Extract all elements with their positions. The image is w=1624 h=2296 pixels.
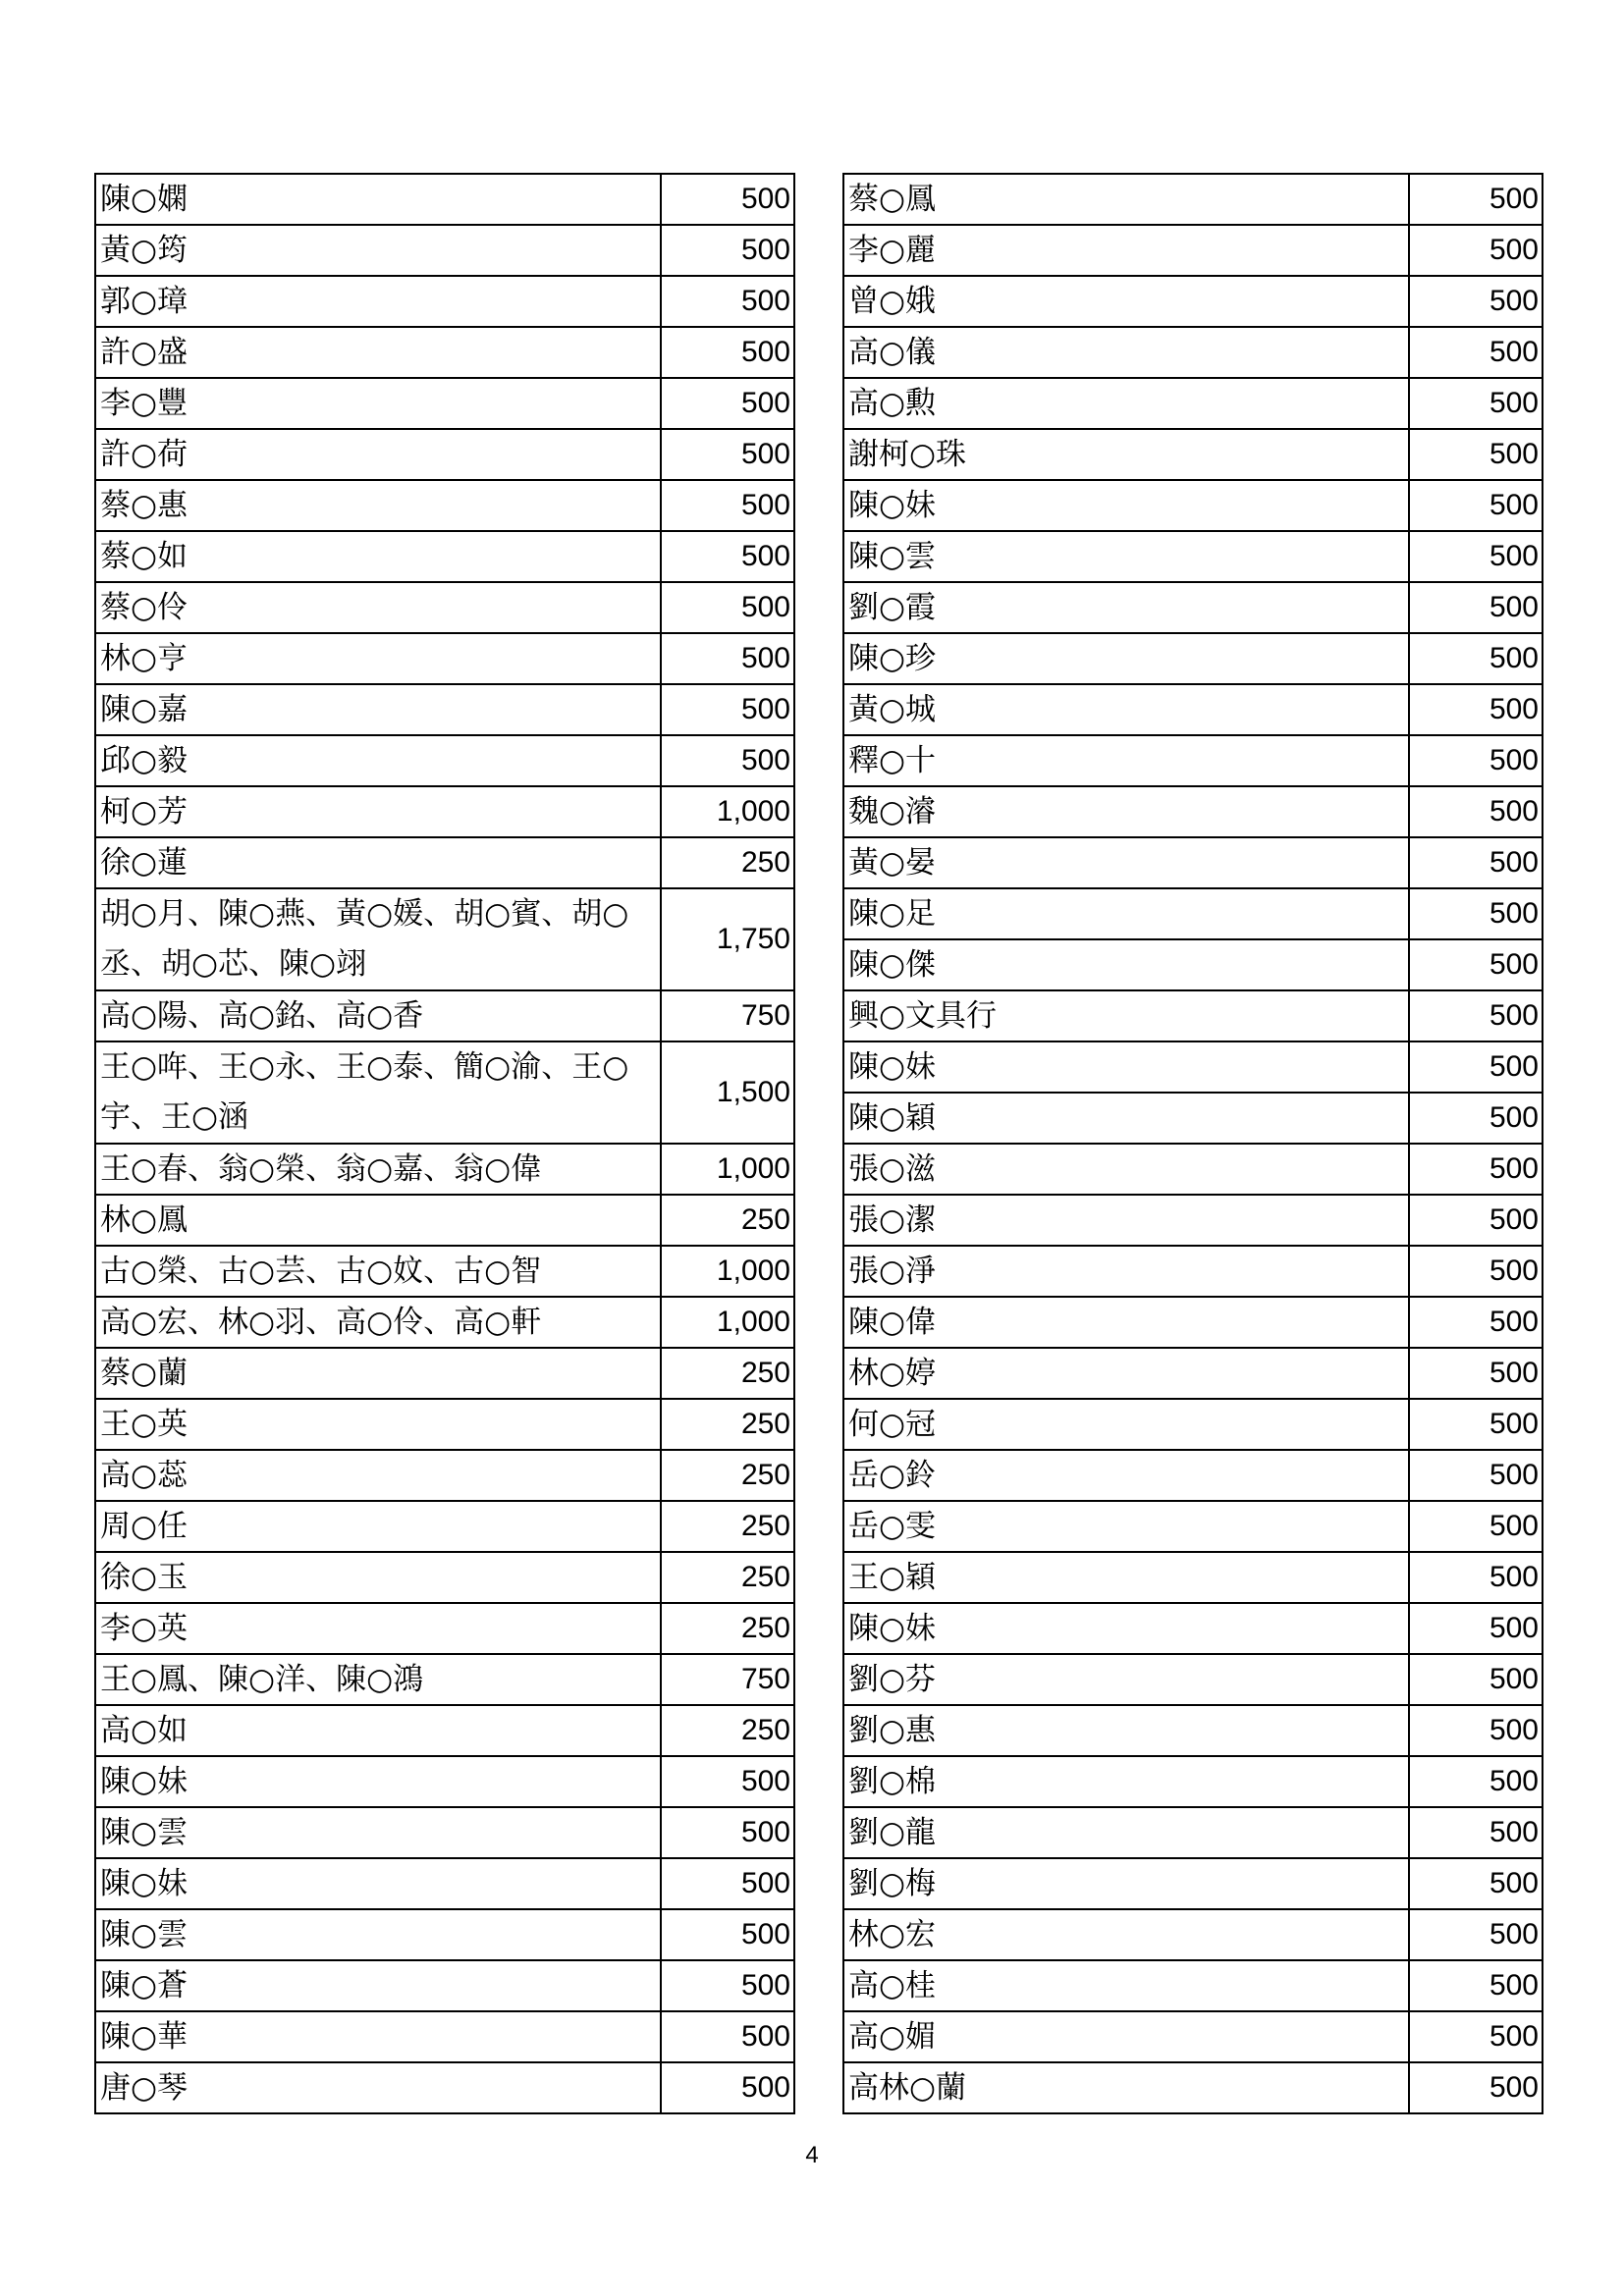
table-row	[95, 1705, 794, 1756]
table-row	[843, 2011, 1543, 2062]
donation-amount-cell: 500	[1409, 990, 1543, 1041]
donation-amount-cell: 250	[661, 1450, 794, 1501]
donor-name-cell: 高林○蘭	[843, 2062, 1409, 2113]
donation-amount-cell: 500	[661, 1807, 794, 1858]
table-row	[95, 1041, 794, 1144]
table-row	[843, 1297, 1543, 1348]
donation-amount-cell: 500	[1409, 1093, 1543, 1144]
donor-name-cell: 曾○娥	[843, 276, 1409, 327]
donor-name-cell: 蔡○鳳	[843, 174, 1409, 225]
donor-name-cell: 蔡○如	[95, 531, 661, 582]
donor-name-cell: 王○穎	[843, 1552, 1409, 1603]
table-row	[95, 1501, 794, 1552]
donor-name-cell: 張○潔	[843, 1195, 1409, 1246]
table-row	[95, 174, 794, 225]
table-row	[843, 990, 1543, 1041]
donor-name-cell: 古○榮、古○芸、古○妏、古○智	[95, 1246, 661, 1297]
table-row	[843, 174, 1543, 225]
donation-amount-cell: 1,000	[661, 1246, 794, 1297]
donation-amount-cell: 1,000	[661, 786, 794, 837]
donor-name-cell: 陳○妹	[843, 480, 1409, 531]
table-row	[843, 1399, 1543, 1450]
donation-amount-cell: 750	[661, 990, 794, 1041]
donation-amount-cell: 500	[1409, 837, 1543, 888]
donation-amount-cell: 500	[661, 1756, 794, 1807]
table-row	[843, 1041, 1543, 1093]
donor-name-cell: 興○文具行	[843, 990, 1409, 1041]
table-row	[95, 582, 794, 633]
donor-name-cell: 岳○鈴	[843, 1450, 1409, 1501]
donation-amount-cell: 750	[661, 1654, 794, 1705]
donation-amount-cell: 250	[661, 1195, 794, 1246]
table-row	[843, 1858, 1543, 1909]
table-row	[95, 786, 794, 837]
table-row	[95, 1858, 794, 1909]
donation-amount-cell: 1,000	[661, 1297, 794, 1348]
donation-amount-cell: 500	[1409, 888, 1543, 939]
donor-name-cell: 胡○月、陳○燕、黃○媛、胡○賓、胡○丞、胡○芯、陳○翊	[95, 888, 661, 990]
donation-amount-cell: 1,500	[661, 1041, 794, 1144]
donation-amount-cell: 500	[1409, 225, 1543, 276]
donation-amount-cell: 500	[1409, 1909, 1543, 1960]
table-row	[843, 378, 1543, 429]
donation-amount-cell: 250	[661, 1603, 794, 1654]
donation-amount-cell: 500	[1409, 1144, 1543, 1195]
donation-amount-cell: 500	[1409, 1654, 1543, 1705]
table-row	[843, 1960, 1543, 2011]
donation-amount-cell: 250	[661, 1705, 794, 1756]
donor-name-cell: 王○哖、王○永、王○泰、簡○渝、王○宇、王○涵	[95, 1041, 661, 1144]
donation-amount-cell: 1,000	[661, 1144, 794, 1195]
donor-name-cell: 許○荷	[95, 429, 661, 480]
table-row	[95, 1450, 794, 1501]
donor-name-cell: 陳○傑	[843, 939, 1409, 990]
table-row	[95, 531, 794, 582]
table-row	[95, 2062, 794, 2113]
donor-table-left	[94, 173, 795, 2114]
donor-name-cell: 許○盛	[95, 327, 661, 378]
donation-amount-cell: 500	[1409, 327, 1543, 378]
donor-name-cell: 陳○蒼	[95, 1960, 661, 2011]
donation-amount-cell: 500	[1409, 786, 1543, 837]
donation-amount-cell: 500	[1409, 531, 1543, 582]
donor-name-cell: 蔡○伶	[95, 582, 661, 633]
donation-amount-cell: 500	[661, 1858, 794, 1909]
donor-name-cell: 岳○雯	[843, 1501, 1409, 1552]
table-row	[843, 837, 1543, 888]
donation-amount-cell: 500	[1409, 1348, 1543, 1399]
donor-name-cell: 劉○霞	[843, 582, 1409, 633]
table-row	[843, 1603, 1543, 1654]
donation-amount-cell: 1,750	[661, 888, 794, 990]
donation-amount-cell: 500	[661, 225, 794, 276]
table-row	[95, 735, 794, 786]
table-row	[843, 1654, 1543, 1705]
donor-name-cell: 陳○嘉	[95, 684, 661, 735]
donation-amount-cell: 250	[661, 1501, 794, 1552]
table-row	[843, 480, 1543, 531]
donor-name-cell: 王○春、翁○榮、翁○嘉、翁○偉	[95, 1144, 661, 1195]
donor-name-cell: 林○亨	[95, 633, 661, 684]
table-row	[843, 1552, 1543, 1603]
table-row	[95, 990, 794, 1041]
table-row	[95, 1909, 794, 1960]
donor-name-cell: 陳○妹	[95, 1756, 661, 1807]
donor-name-cell: 高○蕊	[95, 1450, 661, 1501]
donation-amount-cell: 500	[661, 480, 794, 531]
donation-amount-cell: 500	[1409, 582, 1543, 633]
table-row	[843, 429, 1543, 480]
table-row	[843, 1450, 1543, 1501]
donation-amount-cell: 250	[661, 1348, 794, 1399]
donation-amount-cell: 500	[1409, 1399, 1543, 1450]
donor-name-cell: 高○如	[95, 1705, 661, 1756]
donation-amount-cell: 500	[661, 2062, 794, 2113]
table-row	[95, 1195, 794, 1246]
table-row	[95, 1144, 794, 1195]
donation-amount-cell: 500	[1409, 1552, 1543, 1603]
table-row	[95, 429, 794, 480]
table-row	[95, 633, 794, 684]
donor-name-cell: 陳○偉	[843, 1297, 1409, 1348]
table-row	[843, 1348, 1543, 1399]
donor-name-cell: 陳○珍	[843, 633, 1409, 684]
donation-amount-cell: 500	[1409, 1297, 1543, 1348]
donation-amount-cell: 500	[1409, 276, 1543, 327]
donor-name-cell: 蔡○蘭	[95, 1348, 661, 1399]
donor-name-cell: 張○滋	[843, 1144, 1409, 1195]
donation-amount-cell: 500	[1409, 1603, 1543, 1654]
donor-name-cell: 林○宏	[843, 1909, 1409, 1960]
donation-amount-cell: 500	[1409, 378, 1543, 429]
donor-name-cell: 劉○龍	[843, 1807, 1409, 1858]
donor-name-cell: 高○桂	[843, 1960, 1409, 2011]
donor-name-cell: 周○任	[95, 1501, 661, 1552]
donation-amount-cell: 500	[1409, 1858, 1543, 1909]
donor-name-cell: 劉○棉	[843, 1756, 1409, 1807]
donation-amount-cell: 250	[661, 1552, 794, 1603]
table-row	[843, 735, 1543, 786]
donor-name-cell: 李○麗	[843, 225, 1409, 276]
table-row	[95, 684, 794, 735]
table-row	[95, 480, 794, 531]
donation-amount-cell: 500	[1409, 1195, 1543, 1246]
donation-amount-cell: 500	[661, 2011, 794, 2062]
donation-amount-cell: 500	[1409, 684, 1543, 735]
donor-name-cell: 張○淨	[843, 1246, 1409, 1297]
donor-name-cell: 謝柯○珠	[843, 429, 1409, 480]
table-row	[843, 531, 1543, 582]
table-row	[95, 1399, 794, 1450]
donation-amount-cell: 500	[661, 582, 794, 633]
table-row	[95, 1552, 794, 1603]
table-row	[95, 378, 794, 429]
table-row	[95, 1960, 794, 2011]
donation-amount-cell: 500	[1409, 1501, 1543, 1552]
donation-amount-cell: 500	[1409, 2011, 1543, 2062]
table-row	[95, 888, 794, 990]
table-row	[95, 1603, 794, 1654]
donor-name-cell: 陳○嫻	[95, 174, 661, 225]
donor-name-cell: 黃○晏	[843, 837, 1409, 888]
donor-name-cell: 高○宏、林○羽、高○伶、高○軒	[95, 1297, 661, 1348]
donor-name-cell: 李○豐	[95, 378, 661, 429]
donation-amount-cell: 500	[1409, 1807, 1543, 1858]
table-row	[95, 225, 794, 276]
donor-name-cell: 高○勲	[843, 378, 1409, 429]
donor-name-cell: 劉○惠	[843, 1705, 1409, 1756]
donation-amount-cell: 500	[661, 276, 794, 327]
donor-name-cell: 陳○妹	[843, 1603, 1409, 1654]
donation-amount-cell: 500	[1409, 1756, 1543, 1807]
donor-name-cell: 魏○濬	[843, 786, 1409, 837]
table-row	[95, 1297, 794, 1348]
table-row	[95, 1348, 794, 1399]
donor-name-cell: 陳○雲	[95, 1807, 661, 1858]
donor-name-cell: 王○鳳、陳○洋、陳○鴻	[95, 1654, 661, 1705]
table-row	[95, 837, 794, 888]
donor-name-cell: 徐○玉	[95, 1552, 661, 1603]
donation-amount-cell: 500	[661, 684, 794, 735]
donor-name-cell: 黃○筠	[95, 225, 661, 276]
table-row	[843, 1246, 1543, 1297]
donor-table-right	[842, 173, 1543, 2114]
table-row	[843, 888, 1543, 939]
donation-amount-cell: 500	[661, 531, 794, 582]
donation-amount-cell: 500	[1409, 174, 1543, 225]
table-row	[843, 582, 1543, 633]
table-row	[95, 276, 794, 327]
donor-name-cell: 李○英	[95, 1603, 661, 1654]
table-row	[95, 1654, 794, 1705]
table-row	[843, 1144, 1543, 1195]
table-row	[843, 327, 1543, 378]
table-row	[843, 1093, 1543, 1144]
donor-name-cell: 高○媚	[843, 2011, 1409, 2062]
donor-name-cell: 林○鳳	[95, 1195, 661, 1246]
donor-name-cell: 陳○足	[843, 888, 1409, 939]
table-row	[95, 1807, 794, 1858]
donation-amount-cell: 500	[1409, 429, 1543, 480]
table-row	[95, 1246, 794, 1297]
table-row	[843, 939, 1543, 990]
donor-name-cell: 陳○華	[95, 2011, 661, 2062]
donation-amount-cell: 500	[1409, 939, 1543, 990]
table-row	[843, 225, 1543, 276]
donation-amount-cell: 500	[1409, 1450, 1543, 1501]
donation-amount-cell: 250	[661, 837, 794, 888]
donation-amount-cell: 500	[1409, 2062, 1543, 2113]
table-row	[843, 786, 1543, 837]
donor-name-cell: 陳○雲	[95, 1909, 661, 1960]
table-row	[843, 1195, 1543, 1246]
table-row	[843, 633, 1543, 684]
donation-amount-cell: 500	[661, 327, 794, 378]
donation-amount-cell: 500	[661, 1909, 794, 1960]
donation-amount-cell: 500	[1409, 633, 1543, 684]
table-row	[843, 1909, 1543, 1960]
table-row	[843, 1501, 1543, 1552]
donation-amount-cell: 500	[661, 1960, 794, 2011]
donation-amount-cell: 500	[661, 174, 794, 225]
donor-name-cell: 劉○梅	[843, 1858, 1409, 1909]
donation-amount-cell: 500	[1409, 1041, 1543, 1093]
table-row	[843, 684, 1543, 735]
donation-amount-cell: 500	[1409, 1960, 1543, 2011]
donor-name-cell: 蔡○惠	[95, 480, 661, 531]
donor-name-cell: 徐○蓮	[95, 837, 661, 888]
donation-amount-cell: 250	[661, 1399, 794, 1450]
table-row	[843, 1705, 1543, 1756]
donation-amount-cell: 500	[661, 735, 794, 786]
donor-name-cell: 王○英	[95, 1399, 661, 1450]
donor-name-cell: 陳○穎	[843, 1093, 1409, 1144]
donor-name-cell: 唐○琴	[95, 2062, 661, 2113]
donor-name-cell: 釋○十	[843, 735, 1409, 786]
donation-amount-cell: 500	[1409, 1246, 1543, 1297]
donation-amount-cell: 500	[1409, 480, 1543, 531]
donation-amount-cell: 500	[1409, 1705, 1543, 1756]
table-row	[95, 1756, 794, 1807]
donation-amount-cell: 500	[661, 378, 794, 429]
table-row	[843, 276, 1543, 327]
donor-name-cell: 陳○妹	[95, 1858, 661, 1909]
table-row	[843, 2062, 1543, 2113]
donor-name-cell: 林○婷	[843, 1348, 1409, 1399]
donation-amount-cell: 500	[661, 633, 794, 684]
donor-name-cell: 劉○芬	[843, 1654, 1409, 1705]
donor-name-cell: 高○儀	[843, 327, 1409, 378]
page-number: 4	[805, 2142, 819, 2168]
donor-name-cell: 陳○雲	[843, 531, 1409, 582]
table-row	[843, 1807, 1543, 1858]
donor-name-cell: 邱○毅	[95, 735, 661, 786]
table-row	[843, 1756, 1543, 1807]
donation-amount-cell: 500	[661, 429, 794, 480]
donor-name-cell: 高○陽、高○銘、高○香	[95, 990, 661, 1041]
donor-name-cell: 柯○芳	[95, 786, 661, 837]
table-row	[95, 2011, 794, 2062]
donor-name-cell: 何○冠	[843, 1399, 1409, 1450]
donor-name-cell: 陳○妹	[843, 1041, 1409, 1093]
donation-amount-cell: 500	[1409, 735, 1543, 786]
table-row	[95, 327, 794, 378]
donor-name-cell: 黃○城	[843, 684, 1409, 735]
donor-name-cell: 郭○璋	[95, 276, 661, 327]
